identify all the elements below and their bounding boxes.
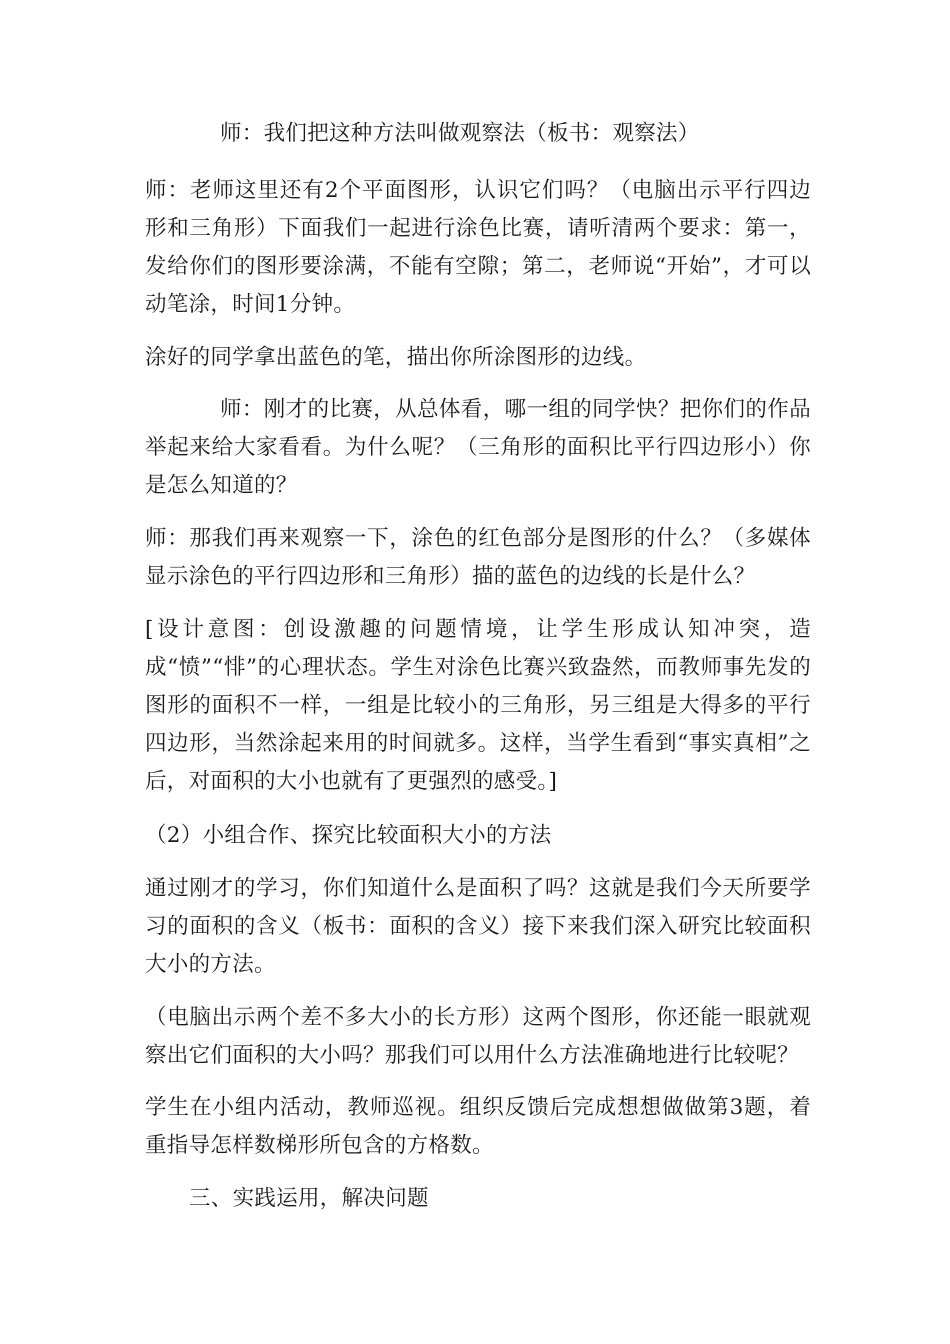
section-heading-practice: 三、实践运用，解决问题: [189, 1186, 429, 1211]
paragraph-meaning-of-area: 通过刚才的学习，你们知道什么是面积了吗？这就是我们今天所要学习的面积的含义（板书：面积的含义）接下来我们深入研究比较面积大小的方法。: [145, 876, 811, 977]
paragraph-group-activity: 学生在小组内活动，教师巡视。组织反馈后完成想想做做第3题，着重指导怎样数梯形所包含的方格数。: [145, 1095, 811, 1158]
paragraph-coloring-contest: 师：老师这里还有2个平面图形，认识它们吗？（电脑出示平行四边形和三角形）下面我们一起进行涂色比赛，请听清两个要求：第一，发给你们的图形要涂满，不能有空隙；第二，老师说“开始”，才可以动笔涂，时间1分钟。: [145, 178, 811, 317]
paragraph-observe-again: 师：那我们再来观察一下，涂色的红色部分是图形的什么？（多媒体显示涂色的平行四边形和三角形）描的蓝色的边线的长是什么？: [145, 526, 811, 589]
paragraph-design-intent: [设计意图：创设激趣的问题情境，让学生形成认知冲突，造成“愤”“悱”的心理状态。学生对涂色比赛兴致盎然，而教师事先发的图形的面积不一样，一组是比较小的三角形，另三组是大得多的平行四边形，当然涂起来用的时间就多。这样，当学生看到“事实真相”之后，对面积的大小也就有了更强烈的感受。]: [145, 617, 811, 794]
section-heading-group-work: （2）小组合作、探究比较面积大小的方法: [145, 823, 552, 848]
paragraph-observation-method: 师：我们把这种方法叫做观察法（板书：观察法）: [220, 121, 700, 146]
paragraph-contest-result: 师：刚才的比赛，从总体看，哪一组的同学快？把你们的作品举起来给大家看看。为什么呢？（三角形的面积比平行四边形小）你是怎么知道的？: [145, 397, 811, 498]
paragraph-blue-pen: 涂好的同学拿出蓝色的笔，描出你所涂图形的边线。: [145, 345, 647, 370]
paragraph-two-rectangles: （电脑出示两个差不多大小的长方形）这两个图形，你还能一眼就观察出它们面积的大小吗？那我们可以用什么方法准确地进行比较呢？: [145, 1005, 811, 1068]
